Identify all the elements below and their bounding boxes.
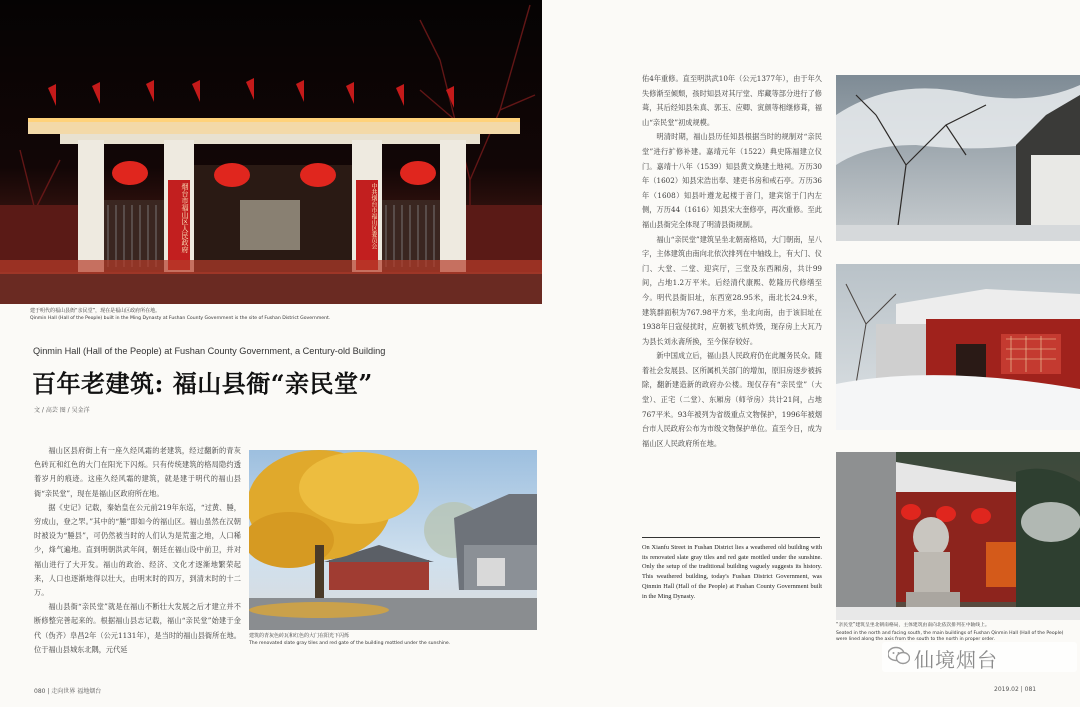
english-summary: [642, 543, 822, 601]
gate-sign-right: 烟台市福山区人民政府: [181, 183, 189, 253]
watermark-text: 仙境烟台: [914, 648, 998, 672]
right-body-column: [642, 72, 822, 451]
paragraph: 福山县衙“亲民堂”就是在福山不断壮大发展之后才建立并不断修整完善起来的。根据福山县志记载，福山“亲民堂”始建于金代（伪齐）阜昌2年（公元1131年），是当时的福山县衙所在地。位于福山县城东北隅，元代延: [34, 602, 241, 654]
stone-lion-photo: [836, 452, 1080, 620]
paragraph: 明清时期，福山县历任知县根据当时的规制对“亲民堂”进行扩修补建。嘉靖元年（1522）典史陈福建立仪门。嘉靖十八年（1539）知县黄文焕建土地祠。万历30年（1602）知县宋浩出奉、建吏书房和戒石亭。万历36年（1608）知县叶遵龙起楼于音门，建宾馆于门内左侧，万历44（1616）知县宋大奎修亭，再次重修。至此福山县衙完全体现了明清县衙规制。: [642, 132, 822, 229]
bottom-caption-cn: “亲民堂”建筑呈坐北朝南格局，主体建筑由南向北依次排列在中轴线上。: [836, 623, 990, 628]
paragraph: 佑4年重修。直至明洪武10年（公元1377年），由于年久失修渐至倾颓，孩时知县对其厅堂、库藏等部分进行了修葺，其后经知县朱真、郭玉、应卿、寅颜等相继修葺，福山“亲民堂”初成规模。: [642, 74, 822, 127]
paragraph: 新中国成立后，福山县人民政府仍在此履务民众。随着社会发展县、区所属机关部门的增加，原旧房逐步被拆除，翻新建造新的政府办公楼。现仅存有“亲民堂”（大堂）、正宅（二堂）、东厢房（师爷房）共计21间，占地767平米。93年被列为省级重点文物保护，1996年被烟台市人民政府公布为市级文物保护单位。直至今日，成为福山区人民政府所在地。: [642, 351, 822, 448]
snow-tree-photo: [836, 75, 1080, 241]
subtitle-en: Qinmin Hall (Hall of the People) at Fushan County Government, a Century-old Building: [33, 346, 386, 356]
left-body-column: [34, 444, 241, 657]
top-caption-en: Qinmin Hall (Hall of the People) built in the Ming Dynasty at Fushan County Government is the site of Fushan District Government.: [30, 316, 331, 321]
english-summary-rule: [642, 537, 820, 538]
ginkgo-photo: [249, 450, 537, 630]
gate-sign-left: 中共烟台市福山区委员会: [370, 183, 377, 249]
left-folio: 080 | 走向世界 福地烟台: [34, 688, 102, 695]
byline: 文 / 高芸 图 / 吴金洋: [34, 407, 90, 414]
wechat-icon: [888, 646, 910, 666]
middle-caption-en: The renovated slate gray tiles and red gate of the building mottled under the sunshine.: [249, 641, 451, 646]
top-caption-cn: 建于明代的福山县衙“亲民堂”，现在是福山区政府所在地。: [30, 308, 161, 314]
middle-caption-cn: 建筑的青灰色砖瓦和红色的大门在阳光下闪烁: [249, 633, 350, 639]
page-title: 百年老建筑: 福山县衙“亲民堂”: [32, 369, 373, 398]
english-summary-text: On Xianfu Street in Fushan District lies a weathered old building with its renovated slate gray tiles and red gate mottled under the sunshine. Only the setup of the traditional building vaguely suggests its history. This weathered building, today's Fushan District Government, was Qinmin Hall (Hall of the People) at Fushan County Government built in the Ming Dynasty.: [642, 544, 822, 600]
paragraph: 福山区县府街上有一座久经风霜的老建筑，经过翻新的青灰色砖瓦和红色的大门在阳光下闪烁。只有传统建筑的格局隐约透着岁月的痕迹。这座久经风霜的建筑，就是建于明代的福山县衙“亲民堂”，现在是福山区政府所在地。: [34, 446, 241, 498]
gate-night-photo: [0, 0, 542, 304]
red-building-photo: [836, 264, 1080, 430]
paragraph: 福山“亲民堂”建筑呈坐北朝南格局，大门朝南，呈八字，主体建筑由南向北依次排列在中轴线上，有大门、仪门、大堂、二堂、迎宾厅，三堂及东西厢房，共计99间，占地1.2万平米。后经清代康熙、乾隆历代修缮至今。明代县衙旧址，东西宽28.95米，南北长24.9米，建筑群面积为767.98平方米，坐北向南，由于该旧址在1938年日寇侵扰时，应朝被飞机炸毁，现存房上大瓦乃为县长刘永斋所换，至今保存较好。: [642, 234, 822, 346]
watermark: [882, 642, 1077, 672]
right-folio: 2019.02 | 081: [994, 686, 1037, 693]
paragraph: 据《史记》记载，秦始皇在公元前219年东巡，“过黄、腄，穷成山，登之罘。”其中的“腄”即如今的福山区。福山虽然在汉朝时被设为“腄县”，可仍然被当时的人们认为是荒蛮之地，人口稀少，烽气遍地。直到明朝洪武年间，朝廷在福山设中前卫，并对福山进行了大开发。福山的政治、经济、文化才逐渐地繁荣起来，人口也逐渐地得以壮大，由明末时的四万，到清末时的十二万。: [34, 502, 241, 598]
bottom-caption-en: Seated in the north and facing south, the main buildings of Fushan Qinmin Hall (Hall of the People) were lined along the axis from the south to the north in proper order.: [836, 631, 1064, 642]
